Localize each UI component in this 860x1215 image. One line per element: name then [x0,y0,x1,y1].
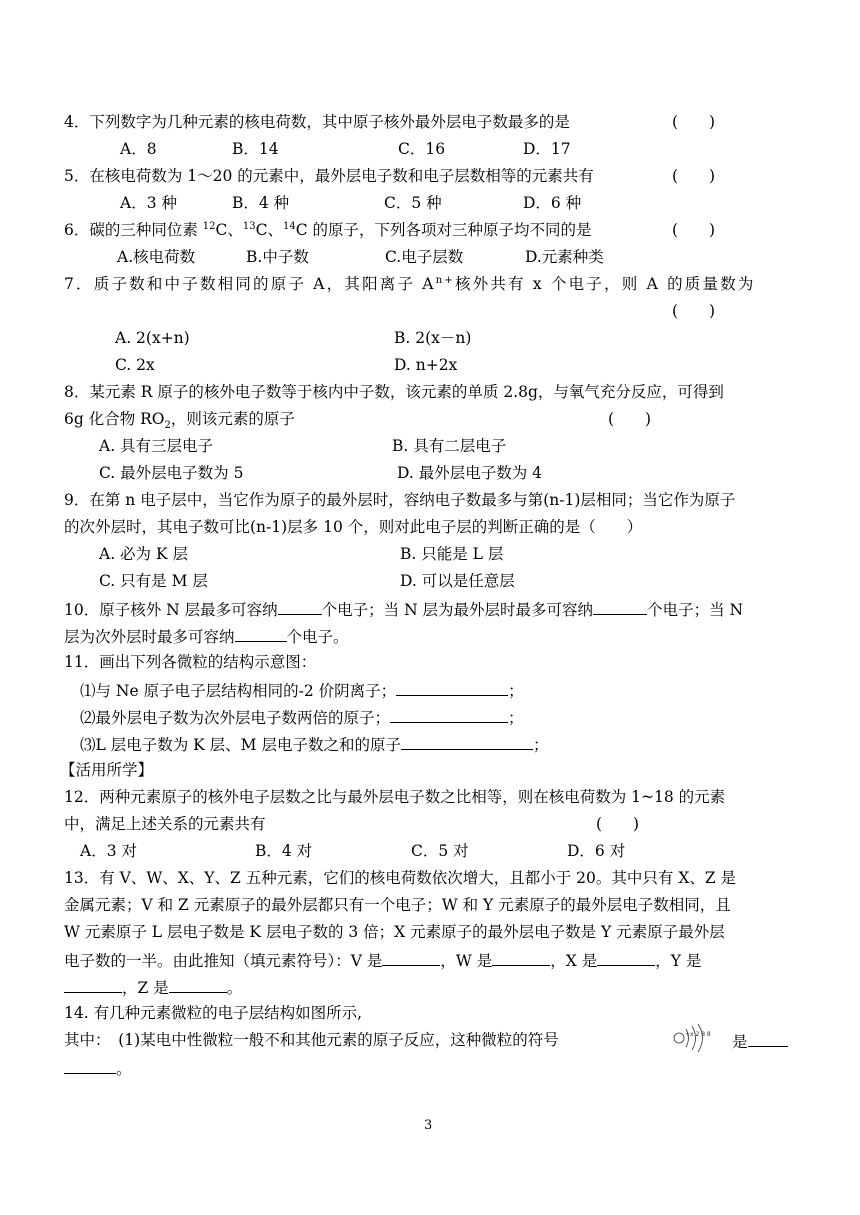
option-a: A. 2(x+n) [115,329,190,347]
option-d: D. n+2x [394,356,458,374]
option-b: B. 具有二层电子 [392,437,507,455]
answer-blank[interactable] [748,1030,788,1047]
question-5-text: 5．在核电荷数为 1～20 的元素中，最外层电子数和电子层数相等的元素共有 [64,167,594,185]
question-13-line-2: 金属元素；V 和 Z 元素原子的最外层都只有一个电子；W 和 Y 元素原子的最外层电子数相同，且 [64,896,731,914]
option-b: B．14 [232,140,279,158]
question-9-line-2: 的次外层时，其电子数可比(n-1)层多 10 个，则对此电子层的判断正确的是（ ） [64,518,643,536]
option-a: A. 必为 K 层 [99,545,188,563]
page-number: 3 [424,1118,433,1133]
question-8-line-2: 6g 化合物 $RO_2$，则该元素的原子 [64,410,295,432]
option-a: A. 具有三层电子 [99,437,214,455]
question-14-line-3: 。 [64,1057,132,1079]
option-d: D．6 对 [567,842,626,860]
answer-paren: ( ) [672,167,716,185]
answer-blank[interactable] [396,679,508,696]
question-10-line-1: 10．原子核外 N 层最多可容纳 个电子；当 N 层为最外层时最多可容纳 个电子；当 N [64,598,743,620]
question-8-line-1: 8．某元素 R 原子的核外电子数等于核内中子数，该元素的单质 2.8g，与氧气充分反应，可得到 [64,383,724,401]
question-13-line-3: W 元素原子 L 层电子数是 K 层电子数的 3 倍；X 元素原子的最外层电子数是 Y 元素原子最外层 [64,923,725,941]
option-b: B.中子数 [246,248,309,266]
option-d: D. 可以是任意层 [400,572,515,590]
answer-blank[interactable] [64,976,122,993]
answer-blank[interactable] [401,733,533,750]
option-c: C．16 [398,140,446,158]
option-d: D. 最外层电子数为 4 [397,464,543,482]
question-14-answer: 是 [732,1030,788,1052]
answer-blank[interactable] [278,598,322,615]
answer-paren: ( ) [608,410,652,428]
option-a: A．3 种 [120,194,177,212]
option-a: A．8 [120,140,157,158]
sub-item-1: ⑴与 Ne 原子电子层结构相同的-2 价阴离子； ； [80,679,524,701]
answer-paren: ( ) [672,302,716,320]
question-4-text: 4．下列数字为几种元素的核电荷数，其中原子核外最外层电子数最多的是 [64,113,570,131]
option-a: A．3 对 [80,842,137,860]
option-c: C．5 对 [411,842,469,860]
section-heading: 【活用所学】 [60,761,154,779]
option-d: D．17 [523,140,571,158]
question-11-text: 11．画出下列各微粒的结构示意图： [64,653,317,671]
answer-paren: ( ) [596,815,640,833]
question-13-line-1: 13．有 V、W、X、Y、Z 五种元素，它们的核电荷数依次增大，且都小于 20。其中只有 X、Z 是 [64,869,737,887]
option-c: C.电子层数 [385,248,464,266]
sub-item-3: ⑶L 层电子数为 K 层、M 层电子数之和的原子 ； [80,733,548,755]
question-10-line-2: 层为次外层时最多可容纳 个电子。 [64,625,349,647]
option-b: B．4 对 [255,842,313,860]
option-c: C. 最外层电子数为 5 [99,464,244,482]
answer-blank[interactable] [390,706,508,723]
option-d: D．6 种 [523,194,582,212]
atom-label: +x 2 8 8 [685,1031,711,1038]
option-c: C. 2x [115,356,155,374]
option-b: B．4 种 [232,194,290,212]
question-14-line-1: 14. 有几种元素微粒的电子层结构如图所示, [64,1004,363,1022]
option-b: B. 2(x－n) [394,329,472,347]
answer-blank[interactable] [597,949,655,966]
option-c: C．5 种 [384,194,442,212]
sub-item-2: ⑵最外层电子数为次外层电子数两倍的原子； ； [80,706,524,728]
option-b: B. 只能是 L 层 [400,545,504,563]
answer-blank[interactable] [492,949,550,966]
question-13-line-4: 电子数的一半。由此推知（填元素符号）：V 是 ，W 是 ，X 是 ，Y 是 [64,949,701,971]
question-12-line-1: 12．两种元素原子的核外电子层数之比与最外层电子数之比相等，则在核电荷数为 1~18 的元素 [64,788,726,806]
question-14-line-2: 其中： (1)某电中性微粒一般不和其他元素的原子反应，这种微粒的符号 [64,1031,559,1049]
question-12-line-2: 中，满足上述关系的元素共有 [64,815,266,833]
question-6-text: 6．碳的三种同位素 $^{12}$C、$^{13}$C、$^{14}$C 的原子，下列各项对三种原子均不同的是 [64,220,592,239]
answer-blank[interactable] [235,625,287,642]
answer-blank[interactable] [593,598,647,615]
answer-paren: ( ) [672,113,716,131]
answer-paren: ( ) [672,221,716,239]
answer-blank[interactable] [169,976,227,993]
option-a: A.核电荷数 [117,248,196,266]
question-7-text: 7．质子数和中子数相同的原子 A，其阳离子 $A^{n+}$核外共有 x 个电子，则 A 的质量数为 [64,274,756,293]
option-d: D.元素种类 [525,248,604,266]
answer-blank[interactable] [382,949,440,966]
question-13-line-5: ，Z 是 。 [64,976,242,998]
atom-structure-diagram-icon [672,1023,718,1053]
option-c: C. 只有是 M 层 [99,572,208,590]
question-9-line-1: 9．在第 n 电子层中，当它作为原子的最外层时，容纳电子数最多与第(n-1)层相同；当它作为原子 [64,491,736,509]
answer-blank[interactable] [64,1057,116,1074]
